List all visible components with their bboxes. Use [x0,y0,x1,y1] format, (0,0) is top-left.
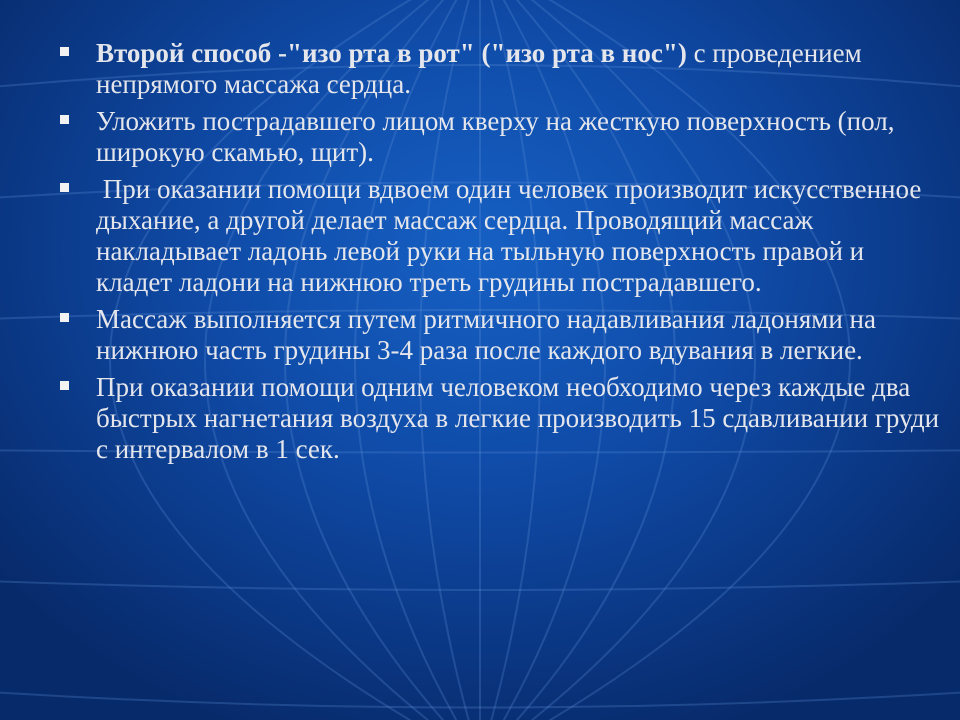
square-bullet-icon [60,183,69,192]
bullet-item-4 [60,304,940,366]
square-bullet-icon [60,115,69,124]
square-bullet-icon [60,313,69,322]
bullet-1-bold-text: Второй способ -"изо рта в рот" ("изо рта в нос") [96,38,687,68]
bullet-2-text: Уложить пострадавшего лицом кверху на жесткую поверхность (пол, широкую скамью, щит). [96,106,895,167]
bullet-list [60,38,940,471]
bullet-item-2 [60,106,940,168]
bullet-1-text: с проведением непрямого массажа сердца. [96,38,862,99]
bullet-item-5 [60,372,940,465]
square-bullet-icon [60,381,69,390]
bullet-item-3 [60,174,940,298]
bullet-3-text: При оказании помощи вдвоем один человек производит искусственное дыхание, а другой делает массаж сердца. Проводящий массаж накладывает ладонь левой руки на тыльную поверхность правой и кладет ладони на нижнюю треть грудины пострадавшего. [96,174,929,297]
square-bullet-icon [60,47,69,56]
bullet-item-1 [60,38,940,100]
bullet-4-text: Массаж выполняется путем ритмичного надавливания ладонями на нижнюю часть грудины 3-4 раза после каждого вдувания в легкие. [96,304,876,365]
bullet-5-text: При оказании помощи одним человеком необходимо через каждые два быстрых нагнетания воздуха в легкие производить 15 сдавливании груди с интервалом в 1 сек. [96,372,940,464]
